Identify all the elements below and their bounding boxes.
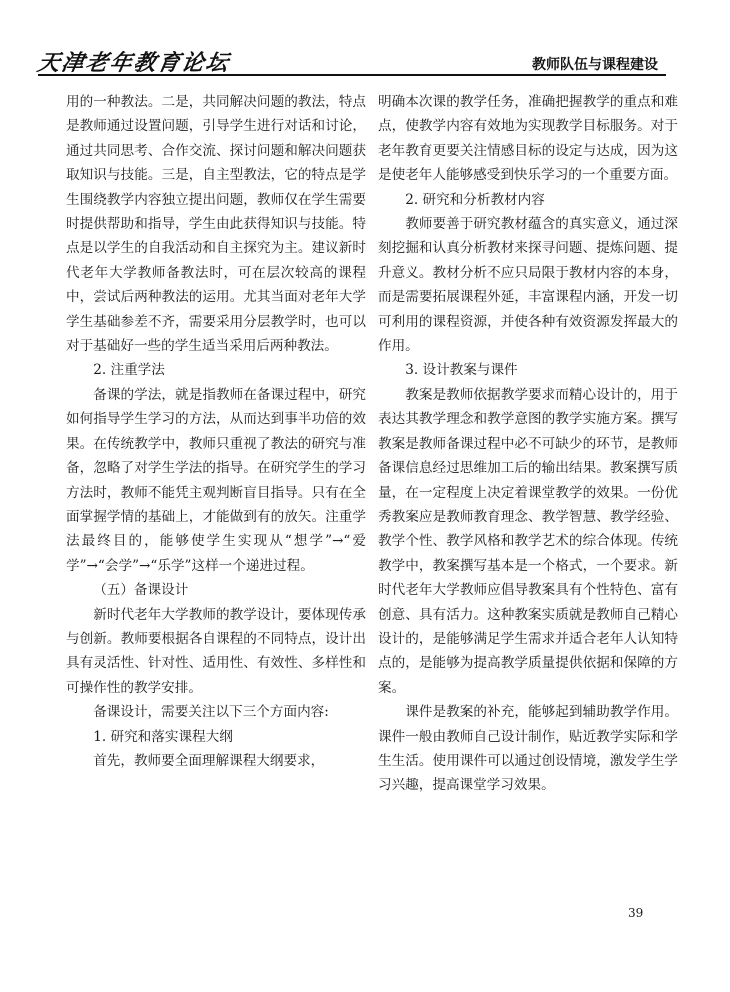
page-header: [35, 44, 666, 78]
page-number: 39: [628, 906, 644, 920]
subheading: 2. 注重学法: [93, 362, 165, 379]
subheading: 2. 研究和分析教材内容: [405, 191, 545, 208]
paragraph: 明确本次课的教学任务，准确把握教学的重点和难点，使教学内容有效地为实现教学目标服务。对于老年教育更要关注情感目标的设定与达成，因为这是使老年人能够感受到快乐学习的一个重要方面。: [378, 94, 678, 184]
paragraph: 教师要善于研究教材蕴含的真实意义，通过深刻挖掘和认真分析教材来探寻问题、提炼问题、提升意义。教材分析不应只局限于教材内容的本身，而是需要拓展课程外延，丰富课程内涵，开发一切可利用的课程资源，并使各种有效资源发挥最大的作用。: [378, 216, 678, 355]
paragraph: 用的一种教法。二是，共同解决问题的教法，特点是教师通过设置问题，引导学生进行对话和讨论，通过共同思考、合作交流、探讨问题和解决问题获取知识与技能。三是，自主型教法，它的特点是学生围绕教学内容独立提出问题，教师仅在学生需要时提供帮助和指导，学生由此获得知识与技能。特点是以学生的自我活动和自主探究为主。建议新时代老年大学教师备教法时，可在层次较高的课程中，尝试后两种教法的运用。尤其当面对老年大学学生基础参差不齐，需要采用分层教学时，也可以对于基础好一些的学生适当采用后两种教法。: [66, 94, 366, 355]
left-column: [66, 90, 366, 773]
paragraph: 新时代老年大学教师的教学设计，要体现传承与创新。教师要根据各自课程的不同特点，设计出具有灵活性、针对性、适用性、有效性、多样性和可操作性的教学安排。: [66, 606, 366, 696]
paragraph: 首先，教师要全面理解课程大纲要求，: [93, 752, 325, 769]
header-rule: [38, 74, 666, 76]
section-heading: （五）备课设计: [93, 582, 189, 599]
paragraph: 课件是教案的补充，能够起到辅助教学作用。课件一般由教师自己设计制作，贴近教学实际和学生生活。使用课件可以通过创设情境，激发学生学习兴趣，提高课堂学习效果。: [378, 704, 678, 794]
subheading: 3. 设计教案与课件: [405, 362, 518, 379]
section-title: 教师队伍与课程建设: [532, 57, 658, 73]
journal-logo: 天津老年教育论坛: [35, 50, 233, 76]
subheading: 1. 研究和落实课程大纲: [93, 728, 233, 745]
paragraph: 教案是教师依据教学要求而精心设计的，用于表达其教学理念和教学意图的教学实施方案。撰写教案是教师备课过程中必不可缺少的环节，是教师备课信息经过思维加工后的输出结果。教案撰写质量，在一定程度上决定着课堂教学的效果。一份优秀教案应是教师教育理念、教学智慧、教学经验、教学个性、教学风格和教学艺术的综合体现。传统教学中，教案撰写基本是一个格式，一个要求。新时代老年大学教师应倡导教案具有个性特色、富有创意、具有活力。这种教案实质就是教师自己精心设计的，是能够满足学生需求并适合老年人认知特点的，是能够为提高教学质量提供依据和保障的方案。: [378, 386, 678, 696]
paragraph: 备课的学法，就是指教师在备课过程中，研究如何指导学生学习的方法，从而达到事半功倍的效果。在传统教学中，教师只重视了教法的研究与准备，忽略了对学生学法的指导。在研究学生的学习方法时，教师不能凭主观判断盲目指导。只有在全面掌握学情的基础上，才能做到有的放矢。注重学法最终目的，能够使学生实现从“想学”→“爱学”→“会学”→“乐学”这样一个递进过程。: [66, 386, 366, 574]
right-column: [378, 90, 678, 798]
paragraph: 备课设计，需要关注以下三个方面内容:: [93, 704, 329, 721]
